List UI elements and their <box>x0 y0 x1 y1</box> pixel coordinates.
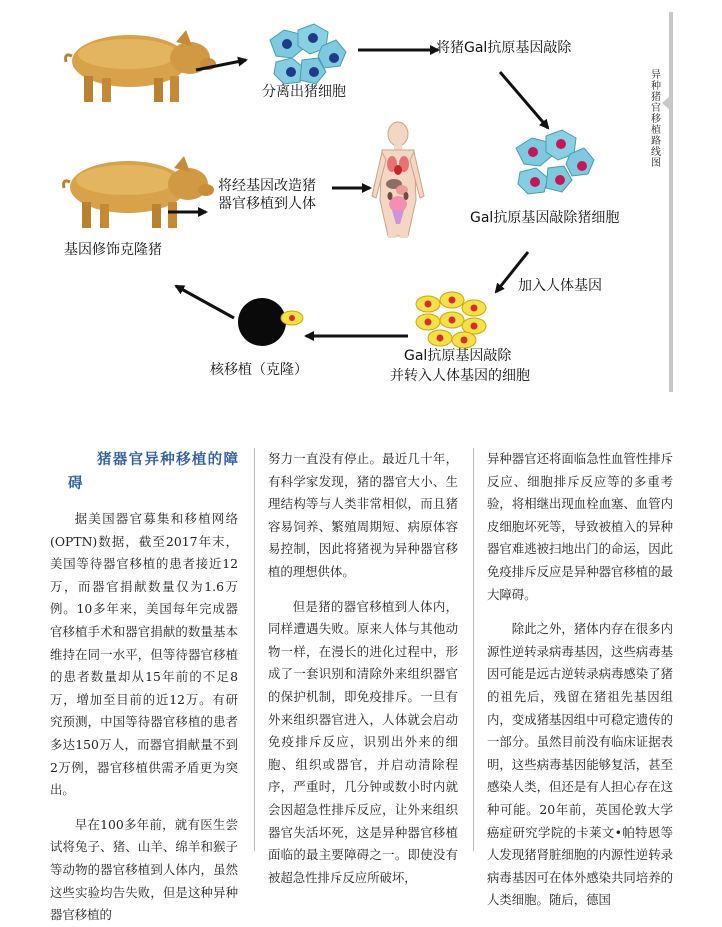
label-transfected-cells-line2: 并转入人体基因的细胞 <box>390 368 530 384</box>
label-transfected-cells-line1: Gal抗原基因敲除 <box>404 348 512 364</box>
column-divider <box>254 448 255 851</box>
article-column-3 <box>487 448 673 908</box>
human-body-image <box>372 122 424 238</box>
paragraph: 除此之外，猪体内存在很多内源性逆转录病毒基因，这些病毒基因可能是远古逆转录病毒感染了猪的祖先后，残留在猪祖先基因组内，变成猪基因组中可稳定遗传的一部分。虽然目前没有临床证据表明，这些病毒基因能够复活，甚至感染人类，但还是有人担心存在这种可能。20年前，英国伦敦大学癌症研究学院的卡莱文•帕特恩等人发现猪肾脏细胞的内源性逆转录病毒基因可在体外感染共同培养的人类细胞。随后，德国 <box>487 621 673 908</box>
article-column-2 <box>268 448 458 885</box>
label-transplant-line1: 将经基因改造猪 <box>218 178 316 194</box>
diagram-canvas <box>0 0 722 410</box>
cloned-pig-image <box>64 156 214 228</box>
paragraph: 据美国器官募集和移植网络(OPTN)数据，截至2017年末，美国等待器官移植的患者接近12万，而器官捐献数量仅为1.6万例。10多年来，美国每年完成器官移植手术和器官捐献的数量基本维持在同一水平，但等待器官移植的患者数量却从15年前的不足8万，增加至目前的近12万。有研究预测，中国等待器官移植的患者多达150万人，而器官捐献量不到2万例，器官移植供需矛盾更为突出。 <box>50 511 238 798</box>
label-transplant-line2: 器官移植到人体 <box>218 196 316 212</box>
article-column-1 <box>50 448 238 923</box>
label-add-human-gene: 加入人体基因 <box>518 278 602 294</box>
column-divider <box>473 448 474 851</box>
label-cloned-pig: 基因修饰克隆猪 <box>64 242 162 258</box>
side-divider-line <box>669 12 673 392</box>
paragraph: 但是猪的器官移植到人体内，同样遭遇失败。原来人体与其他动物一样，在漫长的进化过程中，形成了一套识别和清除外来组织器官的保护机制，即免疫排斥。一旦有外来组织器官进入，人体就会启动免疫排斥反应，识别出外来的细胞、组织或器官，并启动清除程序，严重时，几分钟或数小时内就会因超急性排斥反应，让外来组织器官失活坏死，这是异种器官移植面临的最主要障碍之一。即使没有被超急性排斥反应所破坏， <box>268 598 458 885</box>
transfected-cells-image <box>416 292 486 348</box>
paragraph: 早在100多年前，就有医生尝试将兔子、猪、山羊、绵羊和猴子等动物的器官移植到人体内，虽然这些实验均告失败，但是这种异种器官移植的 <box>50 816 238 923</box>
paragraph: 努力一直没有停止。最近几十年，有科学家发现，猪的器官大小、生理结构等与人类非常相似，而且猪容易饲养、繁殖周期短、病原体容易控制，因此将猪视为异种器官移植的理想供体。 <box>268 451 458 579</box>
label-knockout-cells: Gal抗原基因敲除猪细胞 <box>470 210 620 226</box>
label-nuclear-transfer: 核移植（克隆） <box>210 362 308 378</box>
arrow-knockout-to-edited-cells <box>500 72 548 128</box>
diagram-side-title: 异种猪官移植路线图 <box>651 70 661 169</box>
label-isolate-pig-cells: 分离出猪细胞 <box>262 84 346 100</box>
isolated-pig-cells-image <box>270 24 346 84</box>
label-knockout-gal-gene: 将猪Gal抗原基因敲除 <box>436 40 572 56</box>
article-title: 猪器官异种移植的障碍 <box>68 452 238 492</box>
knockout-pig-cells-image <box>516 130 594 194</box>
paragraph: 异种器官还将面临急性血管性排斥反应、细胞排斥反应等的多重考验，将相继出现血栓血塞、血管内皮细胞坏死等，导致被植入的异种器官难逃被扫地出门的命运，因此免疫排斥反应是异种器官移植的最大障碍。 <box>487 451 673 602</box>
nuclear-transfer-image <box>238 298 303 346</box>
arrow-to-cloned-pig <box>176 286 234 318</box>
pig-donor-image <box>66 30 216 102</box>
xenotransplant-route-diagram <box>0 0 722 410</box>
